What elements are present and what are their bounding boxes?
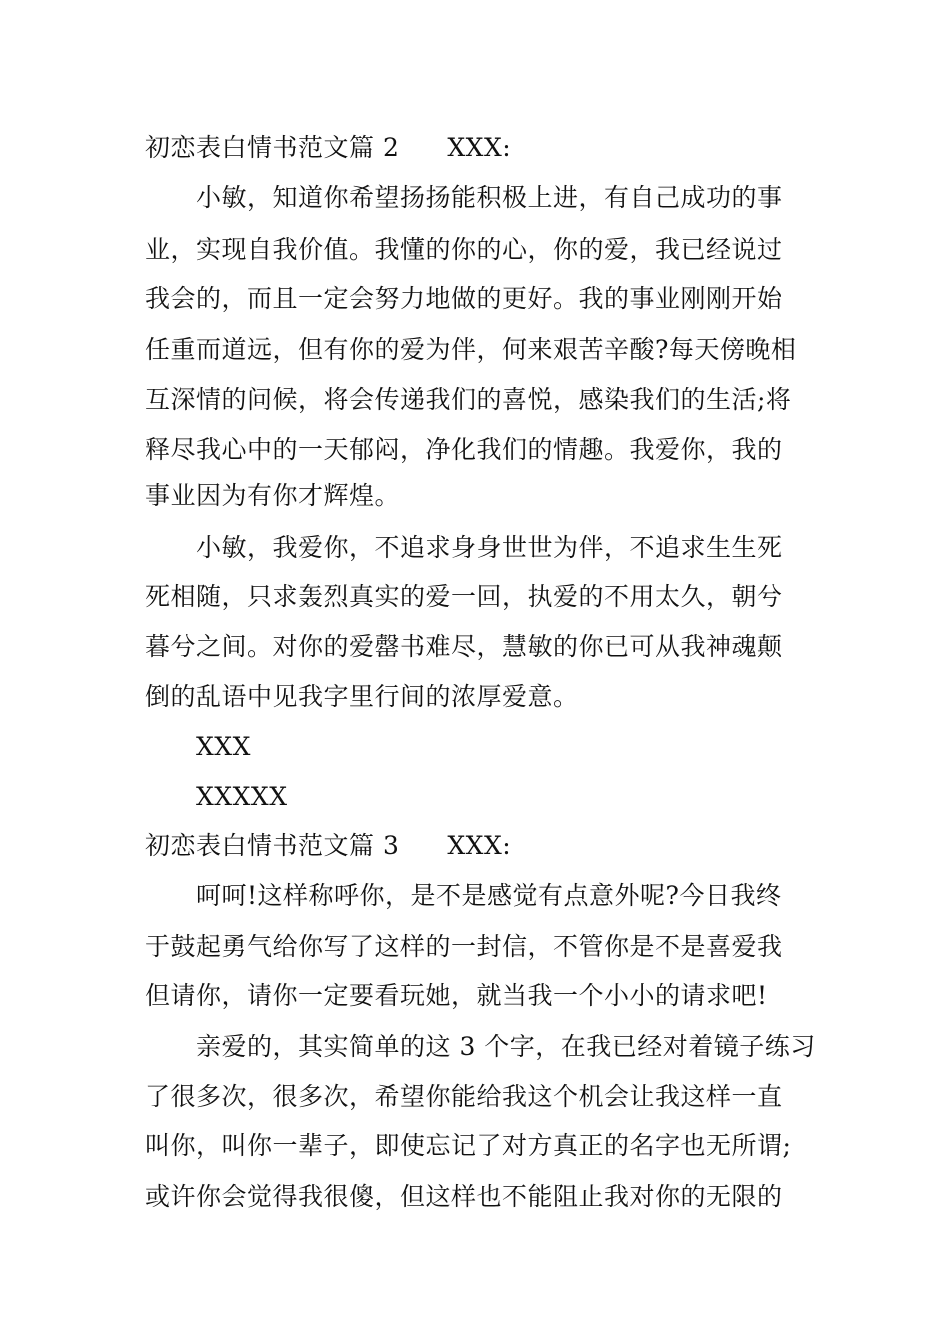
- paragraph-line: 暮兮之间。对你的爱罄书难尽，慧敏的你已可从我神魂颠: [145, 632, 783, 661]
- date: XXXXX: [196, 782, 288, 811]
- paragraph-line: 了很多次，很多次，希望你能给我这个机会让我这样一直: [145, 1082, 783, 1111]
- section-2-salutation: XXX:: [447, 133, 512, 162]
- signature: XXX: [196, 732, 251, 761]
- section-2-title: 初恋表白情书范文篇 2: [145, 133, 400, 162]
- paragraph-line: 但请你，请你一定要看玩她，就当我一个小小的请求吧!: [145, 981, 768, 1010]
- paragraph-line: 亲爱的，其实简单的这 3 个字，在我已经对着镜子练习: [196, 1032, 816, 1061]
- paragraph-line: 事业因为有你才辉煌。: [145, 481, 401, 510]
- section-3-heading: [145, 831, 815, 861]
- paragraph-line: 死相随，只求轰烈真实的爱一回，执爱的不用太久，朝兮: [145, 582, 783, 611]
- paragraph-line: 小敏，知道你希望扬扬能积极上进，有自己成功的事: [196, 183, 783, 212]
- section-2-heading: [145, 133, 815, 163]
- paragraph-line: 互深情的问候，将会传递我们的喜悦，感染我们的生活;将: [145, 385, 792, 414]
- paragraph-line: 倒的乱语中见我字里行间的浓厚爱意。: [145, 682, 579, 711]
- section-3-salutation: XXX:: [447, 831, 512, 860]
- paragraph-line: 于鼓起勇气给你写了这样的一封信，不管你是不是喜爱我: [145, 932, 783, 961]
- paragraph-line: 叫你，叫你一辈子，即使忘记了对方真正的名字也无所谓;: [145, 1131, 792, 1160]
- paragraph-line: 业，实现自我价值。我懂的你的心，你的爱，我已经说过: [145, 235, 783, 264]
- paragraph-line: 或许你会觉得我很傻，但这样也不能阻止我对你的无限的: [145, 1182, 783, 1211]
- section-3-title: 初恋表白情书范文篇 3: [145, 831, 400, 860]
- paragraph-line: 我会的，而且一定会努力地做的更好。我的事业刚刚开始: [145, 284, 783, 313]
- paragraph-line: 呵呵!这样称呼你，是不是感觉有点意外呢?今日我终: [196, 881, 782, 910]
- paragraph-line: 小敏，我爱你，不追求身身世世为伴，不追求生生死: [196, 533, 783, 562]
- paragraph-line: 任重而道远，但有你的爱为伴，何来艰苦辛酸?每天傍晚相: [145, 335, 797, 364]
- paragraph-line: 释尽我心中的一天郁闷，净化我们的情趣。我爱你，我的: [145, 435, 783, 464]
